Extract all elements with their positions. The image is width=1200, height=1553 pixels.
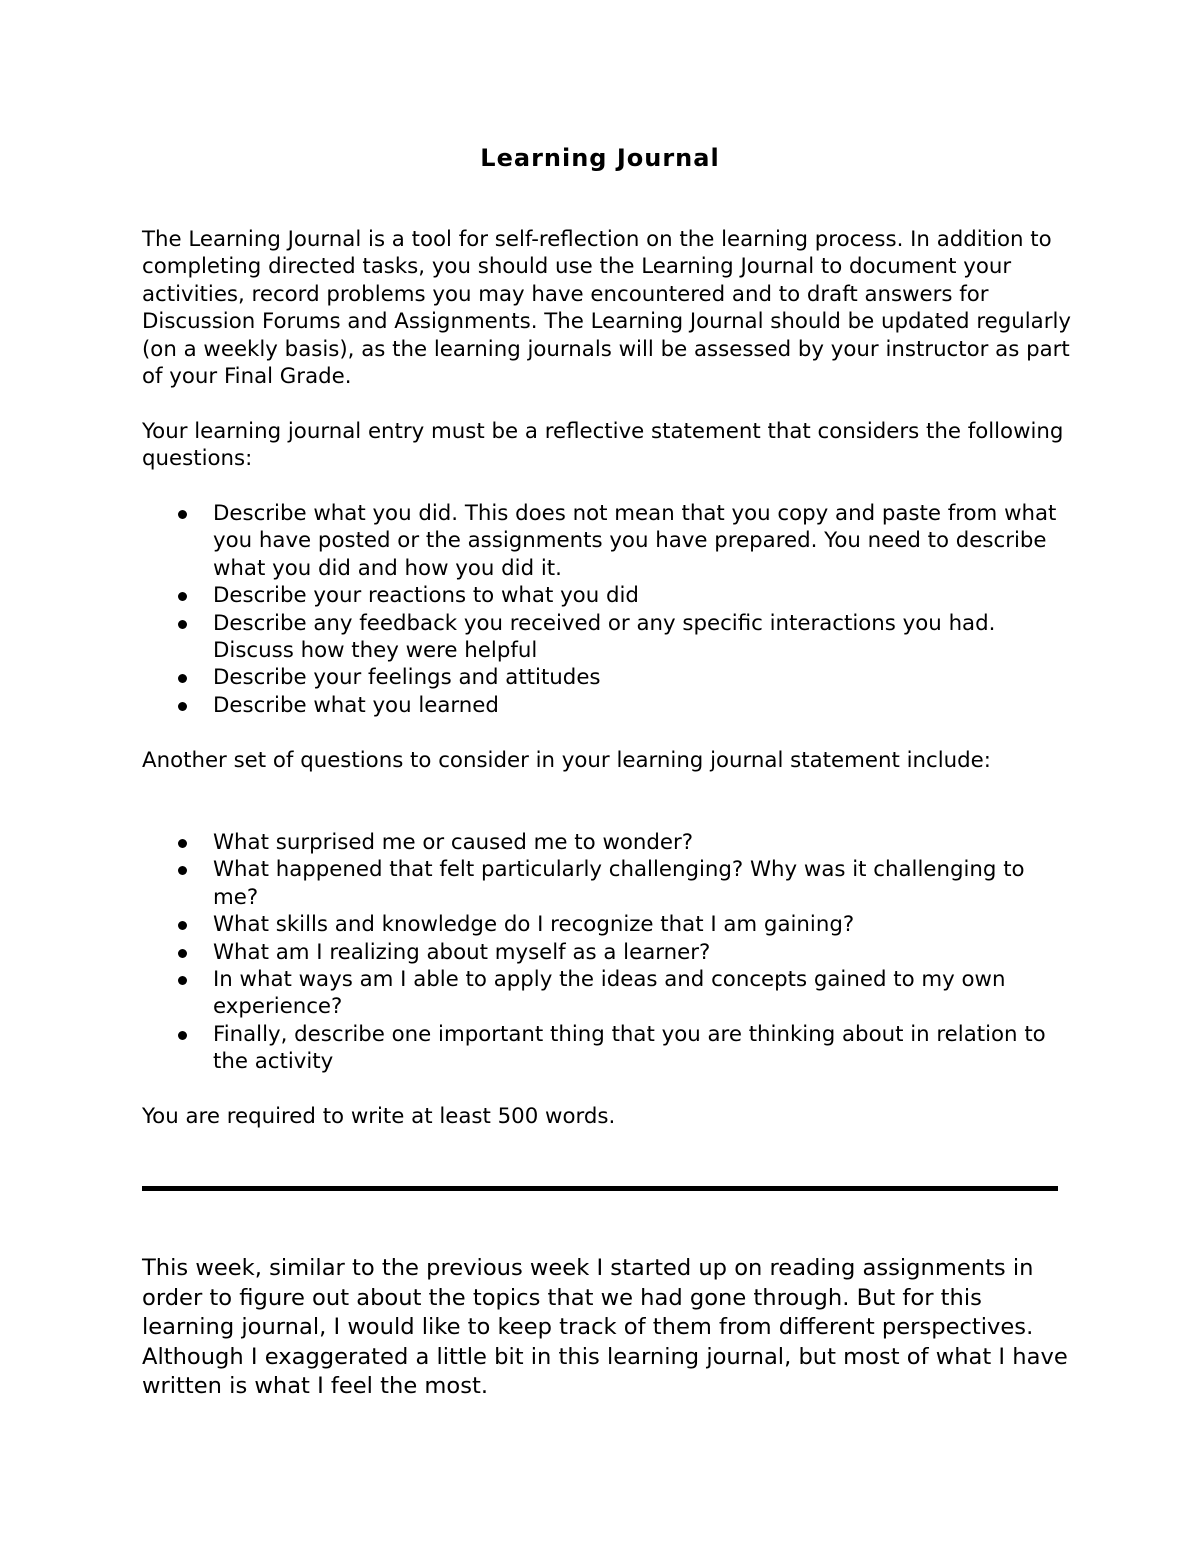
list-item — [142, 582, 1072, 609]
list-item-text: In what ways am I able to apply the ideas and concepts gained to my own experience? — [213, 967, 1006, 1020]
bullet-icon — [178, 592, 187, 601]
list-item-text: Describe what you did. This does not mean that you copy and paste from what you have posted or the assignments you have prepared. You need to describe what you did and how you did it. — [213, 501, 1057, 581]
bullet-icon — [178, 866, 187, 875]
list-item — [142, 856, 1072, 911]
bullet-icon — [178, 702, 187, 711]
page-title: Learning Journal — [480, 144, 720, 172]
bullet-icon — [178, 674, 187, 683]
horizontal-divider — [142, 1186, 1058, 1191]
bullet-icon — [178, 510, 187, 519]
list-item-text: Describe your reactions to what you did — [213, 583, 639, 609]
list-item — [142, 610, 1072, 665]
entry-prompt-paragraph: Your learning journal entry must be a reflective statement that considers the following questions: — [142, 419, 1064, 472]
another-prompt-paragraph: Another set of questions to consider in your learning journal statement include: — [142, 748, 991, 773]
intro-paragraph: The Learning Journal is a tool for self-reflection on the learning process. In addition to completing directed tasks, you should use the Learning Journal to document your activities, record problems you may have encountered and to draft answers for Discussion Forums and Assignments. The Learning Journal should be updated regularly (on a weekly basis), as the learning journals will be assessed by your instructor as part of your Final Grade. — [142, 227, 1071, 390]
list-item-text: What surprised me or caused me to wonder? — [213, 830, 694, 855]
bullet-icon — [178, 976, 187, 985]
list-item — [142, 664, 1072, 691]
list-item — [142, 829, 1072, 856]
list-item-text: Describe any feedback you received or any specific interactions you had. Discuss how they were helpful — [213, 610, 996, 664]
bullet-icon — [178, 1031, 187, 1040]
journal-entry-paragraph: This week, similar to the previous week I started up on reading assignments in order to figure out about the topics that we had gone through. But for this learning journal, I would like to keep track of them from different perspectives. Although I exaggerated a little bit in this learning journal, but most of what I have written is what I feel the most. — [142, 1255, 1068, 1400]
reflection-questions-list — [142, 500, 1072, 719]
list-item — [142, 939, 1072, 966]
list-item-text: Describe what you learned — [213, 692, 499, 718]
list-item — [142, 1021, 1072, 1076]
bullet-icon — [178, 620, 187, 629]
list-item-text: What skills and knowledge do I recognize that I am gaining? — [213, 912, 855, 938]
bullet-icon — [178, 949, 187, 958]
list-item-text: Finally, describe one important thing that you are thinking about in relation to the activity — [213, 1021, 1046, 1075]
additional-questions-list — [142, 829, 1072, 1076]
list-item — [142, 911, 1072, 938]
bullet-icon — [178, 839, 187, 848]
list-item — [142, 966, 1072, 1021]
list-item — [142, 692, 1072, 719]
list-item-text: What am I realizing about myself as a learner? — [213, 939, 711, 965]
list-item-text: Describe your feelings and attitudes — [213, 665, 601, 691]
word-requirement: You are required to write at least 500 words. — [142, 1104, 616, 1129]
list-item — [142, 500, 1072, 582]
list-item-text: What happened that felt particularly challenging? Why was it challenging to me? — [213, 857, 1025, 910]
bullet-icon — [178, 921, 187, 930]
